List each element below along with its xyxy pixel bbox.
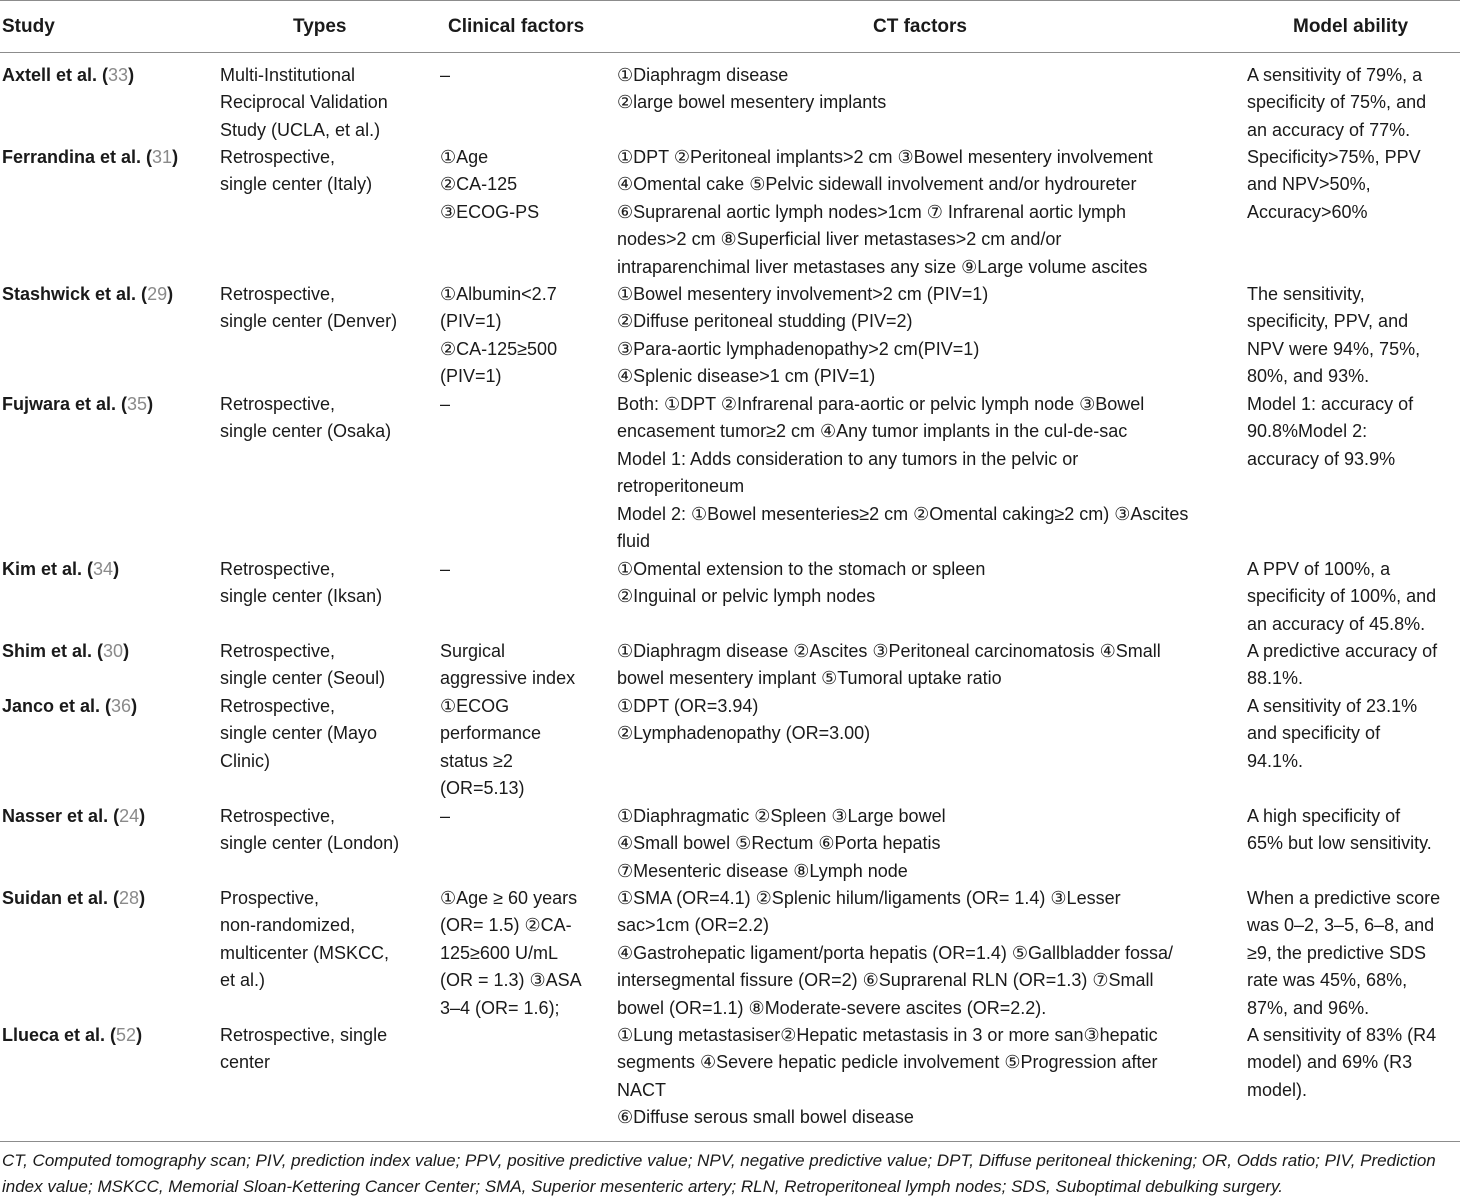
ct-factors-line: Both: ①DPT ②Infrarenal para-aortic or pelvic lymph node ③Bowel [617,394,1145,414]
types-line: single center (Osaka) [220,421,392,442]
study-cell [2,62,214,89]
clinical-factors-line: ①Age [440,147,489,167]
reference-number: 52 [116,1025,137,1045]
clinical-factors-line: – [440,806,451,826]
model-ability-line: 90.8%Model 2: [1247,421,1368,442]
model-ability-cell [1247,885,1459,1022]
types-cell [220,391,432,446]
model-ability-line: an accuracy of 45.8%. [1247,613,1426,634]
clinical-factors-line: aggressive index [440,668,576,689]
ct-factors-line: Model 1: Adds consideration to any tumors in the pelvic or [617,448,1079,469]
clinical-factors-line: ①Age ≥ 60 years [440,888,578,908]
ct-factors-line: ②large bowel mesentery implants [617,92,887,113]
ct-factors-line: Model 2: ①Bowel mesenteries≥2 cm ②Omental caking≥2 cm) ③Ascites [617,503,1189,524]
types-line: Retrospective, [220,641,336,661]
study-name: Fujwara et al. ( [2,394,128,414]
study-cell [2,885,214,912]
study-cell [2,556,214,583]
ct-factors-line: ①Omental extension to the stomach or spleen [617,559,986,579]
ct-factors-line: ①Diaphragm disease [617,65,789,85]
clinical-factors-line: (OR=5.13) [440,778,525,799]
ct-factors-line: fluid [617,531,651,552]
study-name: Kim et al. ( [2,559,94,579]
types-cell [220,803,432,858]
reference-close: ) [147,394,154,414]
model-ability-cell [1247,62,1459,144]
clinical-factors-line: ②CA-125 [440,174,518,195]
model-ability-line: model) and 69% (R3 [1247,1052,1413,1073]
model-ability-line: Accuracy>60% [1247,201,1368,222]
ct-factors-line: ④Gastrohepatic ligament/porta hepatis (OR=1.4) ⑤Gallbladder fossa/ [617,942,1174,963]
model-ability-line: specificity, PPV, and [1247,311,1409,332]
model-ability-line: 65% but low sensitivity. [1247,833,1432,854]
ct-factors-cell [617,1022,1239,1132]
clinical-factors-cell [440,144,610,226]
model-ability-line: When a predictive score [1247,888,1441,908]
types-line: single center (Mayo [220,723,378,744]
study-name: Suidan et al. ( [2,888,120,908]
model-ability-line: NPV were 94%, 75%, [1247,338,1421,359]
types-cell [220,1022,432,1077]
model-ability-cell [1247,391,1459,473]
model-ability-line: and NPV>50%, [1247,174,1371,195]
model-ability-line: was 0–2, 3–5, 6–8, and [1247,915,1435,936]
model-ability-line: specificity of 100%, and [1247,586,1437,607]
model-ability-line: The sensitivity, [1247,284,1365,304]
types-cell [220,556,432,611]
types-line: multicenter (MSKCC, [220,942,390,963]
types-line: single center (Iksan) [220,586,383,607]
header-clinical-factors: Clinical factors [448,16,585,37]
study-cell [2,693,214,720]
study-name: Janco et al. ( [2,696,112,716]
reference-number: 24 [119,806,140,826]
ct-factors-line: sac>1cm (OR=2.2) [617,915,770,936]
study-name: Llueca et al. ( [2,1025,117,1045]
ct-factors-line: ④Splenic disease>1 cm (PIV=1) [617,366,876,387]
clinical-factors-cell [440,62,610,89]
ct-factors-line: retroperitoneum [617,476,745,497]
clinical-factors-line: (OR = 1.3) ③ASA [440,970,582,991]
header-model-ability: Model ability [1293,16,1409,37]
types-line: Retrospective, [220,147,336,167]
ct-factors-line: ④Omental cake ⑤Pelvic sidewall involvement and/or hydroureter [617,174,1137,195]
header-rule [0,52,1460,53]
clinical-factors-cell [440,391,610,418]
ct-factors-line: ①Bowel mesentery involvement>2 cm (PIV=1) [617,284,989,304]
reference-number: 28 [119,888,140,908]
ct-factors-cell [617,556,1239,611]
clinical-factors-line: – [440,65,451,85]
ct-factors-line: intersegmental fissure (OR=2) ⑥Suprarenal RLN (OR=1.3) ⑦Small [617,970,1154,991]
ct-factors-line: encasement tumor≥2 cm ④Any tumor implants in the cul-de-sac [617,421,1128,442]
clinical-factors-line: status ≥2 [440,750,513,771]
clinical-factors-line: ③ECOG-PS [440,201,540,222]
ct-factors-line: intraparenchimal liver metastases any size ⑨Large volume ascites [617,256,1148,277]
study-cell [2,803,214,830]
study-name: Axtell et al. ( [2,65,109,85]
model-ability-line: A PPV of 100%, a [1247,559,1391,579]
types-line: Retrospective, single [220,1025,388,1045]
clinical-factors-cell [440,803,610,830]
types-line: Clinic) [220,750,271,771]
clinical-factors-line: (PIV=1) [440,366,502,387]
ct-factors-line: ⑥Diffuse serous small bowel disease [617,1107,914,1128]
model-ability-line: A sensitivity of 79%, a [1247,65,1423,85]
study-cell [2,281,214,308]
ct-factors-line: ①DPT ②Peritoneal implants>2 cm ③Bowel mesentery involvement [617,147,1153,167]
ct-factors-cell [617,281,1239,391]
types-line: single center (Denver) [220,311,398,332]
study-cell [2,391,214,418]
reference-close: ) [113,559,120,579]
clinical-factors-cell [440,693,610,803]
reference-close: ) [139,806,146,826]
header-types: Types [293,16,347,37]
study-name: Stashwick et al. ( [2,284,148,304]
types-line: single center (Seoul) [220,668,386,689]
ct-factors-cell [617,885,1239,1022]
types-line: Retrospective, [220,559,336,579]
model-ability-cell [1247,556,1459,638]
model-ability-line: A sensitivity of 83% (R4 [1247,1025,1437,1045]
clinical-factors-line: 3–4 (OR= 1.6); [440,997,560,1018]
study-name: Ferrandina et al. ( [2,147,153,167]
reference-close: ) [167,284,174,304]
ct-factors-line: ②Inguinal or pelvic lymph nodes [617,586,876,607]
types-line: non-randomized, [220,915,356,936]
types-line: Retrospective, [220,696,336,716]
reference-close: ) [139,888,146,908]
ct-factors-line: ②Lymphadenopathy (OR=3.00) [617,723,871,744]
model-ability-line: A sensitivity of 23.1% [1247,696,1418,716]
clinical-factors-cell [440,556,610,583]
model-ability-cell [1247,144,1459,226]
study-name: Shim et al. ( [2,641,104,661]
ct-factors-line: ①Diaphragmatic ②Spleen ③Large bowel [617,806,946,826]
model-ability-line: 87%, and 96%. [1247,997,1370,1018]
types-line: Retrospective, [220,284,336,304]
model-ability-line: model). [1247,1079,1308,1100]
types-line: single center (Italy) [220,174,373,195]
reference-close: ) [136,1025,143,1045]
reference-number: 35 [127,394,148,414]
model-ability-line: A high specificity of [1247,806,1401,826]
ct-factors-cell [617,803,1239,885]
types-line: Study (UCLA, et al.) [220,119,381,140]
ct-factors-line: bowel mesentery implant ⑤Tumoral uptake ratio [617,668,1002,689]
ct-factors-line: nodes>2 cm ⑧Superficial liver metastases>2 cm and/or [617,229,1062,250]
types-cell [220,281,432,336]
clinical-factors-cell [440,885,610,1022]
ct-factors-line: ②Diffuse peritoneal studding (PIV=2) [617,311,913,332]
table-footnote: CT, Computed tomography scan; PIV, prediction index value; PPV, positive predictive value; NPV, negative predictive value; DPT, Diffuse peritoneal thickening; OR, Odds ratio; PIV, Prediction index value; MSKCC, Memorial Sloan-Kettering Cancer Center; SMA, Superior mesenteric artery; RLN, Retroperitoneal lymph nodes; SDS, Suboptimal debulking surgery. [2,1151,1436,1196]
types-cell [220,638,432,693]
reference-number: 33 [108,65,129,85]
model-ability-line: Model 1: accuracy of [1247,394,1414,414]
clinical-factors-line: Surgical [440,641,506,661]
ct-factors-line: ①SMA (OR=4.1) ②Splenic hilum/ligaments (OR= 1.4) ③Lesser [617,888,1121,908]
table-bottom-rule [0,1141,1460,1142]
types-line: et al.) [220,970,266,991]
types-line: Multi-Institutional [220,65,356,85]
reference-number: 30 [103,641,124,661]
ct-factors-line: NACT [617,1079,666,1100]
clinical-factors-line: 125≥600 U/mL [440,942,558,963]
model-ability-line: A predictive accuracy of [1247,641,1438,661]
model-ability-line: 94.1%. [1247,750,1304,771]
ct-factors-line: ④Small bowel ⑤Rectum ⑥Porta hepatis [617,833,941,854]
model-ability-cell [1247,1022,1459,1104]
ct-factors-line: ⑦Mesenteric disease ⑧Lymph node [617,860,908,881]
reference-close: ) [128,65,135,85]
model-ability-cell [1247,803,1459,858]
model-ability-cell [1247,693,1459,775]
reference-number: 34 [93,559,114,579]
types-cell [220,885,432,995]
clinical-factors-line: ①ECOG [440,696,510,716]
model-ability-cell [1247,281,1459,391]
header-ct-factors: CT factors [873,16,967,37]
types-line: Retrospective, [220,806,336,826]
model-ability-line: specificity of 75%, and [1247,92,1427,113]
clinical-factors-line: performance [440,723,542,744]
types-line: single center (London) [220,833,400,854]
types-cell [220,693,432,775]
model-ability-cell [1247,638,1459,693]
types-line: Reciprocal Validation [220,92,388,113]
ct-factors-line: ①DPT (OR=3.94) [617,696,759,716]
model-ability-line: accuracy of 93.9% [1247,448,1396,469]
ct-factors-line: ①Lung metastasiser②Hepatic metastasis in 3 or more san③hepatic [617,1025,1158,1045]
table-top-rule [0,0,1460,1]
types-line: Retrospective, [220,394,336,414]
reference-close: ) [172,147,179,167]
model-ability-line: 80%, and 93%. [1247,366,1370,387]
ct-factors-cell [617,638,1239,693]
ct-factors-cell [617,391,1239,555]
reference-number: 29 [147,284,168,304]
clinical-factors-line: (OR= 1.5) ②CA- [440,915,572,936]
ct-factors-cell [617,144,1239,281]
types-cell [220,62,432,144]
ct-factors-line: ⑥Suprarenal aortic lymph nodes>1cm ⑦ Infrarenal aortic lymph [617,201,1127,222]
clinical-factors-line: (PIV=1) [440,311,502,332]
clinical-factors-line: – [440,559,451,579]
reference-close: ) [123,641,130,661]
clinical-factors-line: ①Albumin<2.7 [440,284,557,304]
ct-factors-line: bowel (OR=1.1) ⑧Moderate-severe ascites (OR=2.2). [617,997,1047,1018]
study-cell [2,638,214,665]
study-cell [2,144,214,171]
ct-factors-cell [617,693,1239,748]
reference-close: ) [131,696,138,716]
model-ability-line: ≥9, the predictive SDS [1247,942,1426,963]
clinical-factors-line: – [440,394,451,414]
model-ability-line: rate was 45%, 68%, [1247,970,1408,991]
ct-factors-line: ①Diaphragm disease ②Ascites ③Peritoneal carcinomatosis ④Small [617,641,1161,661]
header-study: Study [2,16,55,37]
ct-factors-line: segments ④Severe hepatic pedicle involvement ⑤Progression after [617,1052,1158,1073]
reference-number: 31 [152,147,173,167]
types-line: Prospective, [220,888,320,908]
study-cell [2,1022,214,1049]
reference-number: 36 [111,696,132,716]
model-ability-line: an accuracy of 77%. [1247,119,1411,140]
ct-factors-line: ③Para-aortic lymphadenopathy>2 cm(PIV=1) [617,338,980,359]
clinical-factors-cell [440,638,610,693]
types-line: center [220,1052,271,1073]
types-cell [220,144,432,199]
clinical-factors-line: ②CA-125≥500 [440,338,558,359]
clinical-factors-cell [440,281,610,391]
model-ability-line: Specificity>75%, PPV [1247,147,1421,167]
model-ability-line: and specificity of [1247,723,1381,744]
model-ability-line: 88.1%. [1247,668,1304,689]
ct-factors-cell [617,62,1239,117]
study-name: Nasser et al. ( [2,806,120,826]
